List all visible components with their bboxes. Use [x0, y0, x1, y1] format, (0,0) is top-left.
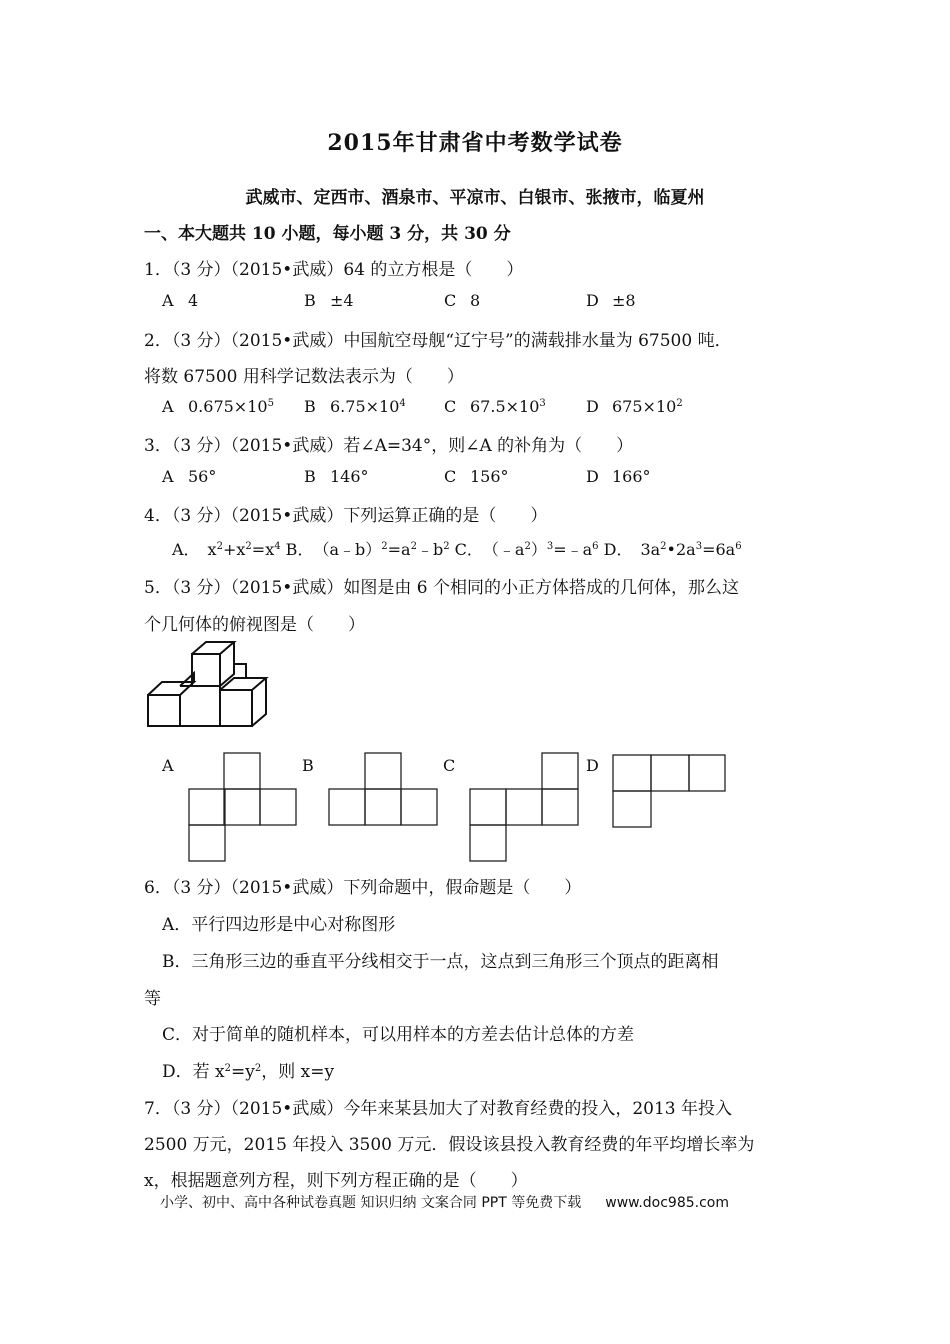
question-7-line-3: x，根据题意列方程，则下列方程正确的是（ ） — [144, 1171, 528, 1191]
option-a: A 56° — [162, 467, 217, 486]
option-c: C 8 — [444, 291, 481, 310]
figure-label-a: A — [162, 756, 174, 775]
question-2-line-1: 2．（3 分）（2015•武威）中国航空母舰“辽宁号”的满载排水量为 67500 吨． — [144, 331, 732, 351]
option-a: A 4 — [162, 291, 199, 310]
question-7-line-1: 7．（3 分）（2015•武威）今年来某县加大了对教育经费的投入，2013 年投入 — [144, 1099, 732, 1119]
option-d: D 166° — [586, 467, 651, 486]
question-4: 4．（3 分）（2015•武威）下列运算正确的是（ ） — [144, 506, 548, 526]
option-b: B ±4 — [304, 291, 354, 310]
top-view-option-a — [188, 752, 298, 862]
question-1-options — [144, 291, 804, 313]
question-3: 3．（3 分）（2015•武威）若∠A=34°，则∠A 的补角为（ ） — [144, 436, 634, 456]
top-view-option-c — [469, 752, 581, 862]
option-b: B 146° — [304, 467, 369, 486]
section-header: 一、本大题共 10 小题，每小题 3 分，共 30 分 — [144, 224, 511, 244]
top-view-option-b — [328, 752, 440, 828]
page-subtitle: 武威市、定西市、酒泉市、平凉市、白银市、张掖市，临夏州 — [245, 188, 705, 208]
question-5-line-2: 个几何体的俯视图是（ ） — [144, 615, 365, 635]
option-b: B $6.75\times 10^4$ — [304, 397, 406, 416]
page-footer — [160, 1192, 729, 1212]
option-a: A $0.675\times 10^5$ — [162, 397, 274, 416]
question-6: 6．（3 分）（2015•武威）下列命题中，假命题是（ ） — [144, 878, 582, 898]
figure-label-c: C — [443, 756, 456, 775]
question-2-options — [144, 397, 804, 419]
option-d: D $675\times 10^2$ — [586, 397, 683, 416]
cube-figure — [140, 640, 280, 735]
figure-label-b: B — [302, 756, 314, 775]
question-4-options: A． $x^2+x^2=x^4$ B． $(a﹣b)^2=a^2﹣b^2$ C． $(﹣a^2)^3=﹣a^6$ D． $3a^2•2a^3=6a^6$ — [172, 540, 742, 559]
footer-url-link[interactable]: www.doc985.com — [605, 1195, 729, 1211]
question-1: 1．（3 分）（2015•武威）64 的立方根是（ ） — [144, 260, 524, 280]
question-6-option-b-cont: 等 — [144, 989, 161, 1009]
question-3-options — [144, 467, 804, 489]
option-c: C $67.5\times 10^3$ — [444, 397, 546, 416]
top-view-option-d — [612, 754, 728, 830]
question-2-line-2: 将数 67500 用科学记数法表示为（ ） — [144, 367, 464, 387]
option-d: D ±8 — [586, 291, 636, 310]
question-6-option-d: D．若 $x^2=y^2$，则 x=y — [162, 1062, 335, 1082]
question-6-option-b: B．三角形三边的垂直平分线相交于一点，这点到三角形三个顶点的距离相 — [162, 952, 719, 972]
page-title: 2015年甘肃省中考数学试卷 — [327, 130, 623, 156]
question-6-option-a: A．平行四边形是中心对称图形 — [162, 915, 396, 935]
option-c: C 156° — [444, 467, 509, 486]
question-5-line-1: 5．（3 分）（2015•武威）如图是由 6 个相同的小正方体搭成的几何体，那么这 — [144, 578, 739, 598]
figure-label-d: D — [586, 756, 599, 775]
question-7-line-2: 2500 万元，2015 年投入 3500 万元．假设该县投入教育经费的年平均增长率为 — [144, 1135, 755, 1155]
footer-text: 小学、初中、高中各种试卷真题 知识归纳 文案合同 PPT 等免费下载 — [160, 1195, 582, 1211]
question-6-option-c: C．对于简单的随机样本，可以用样本的方差去估计总体的方差 — [162, 1025, 635, 1045]
